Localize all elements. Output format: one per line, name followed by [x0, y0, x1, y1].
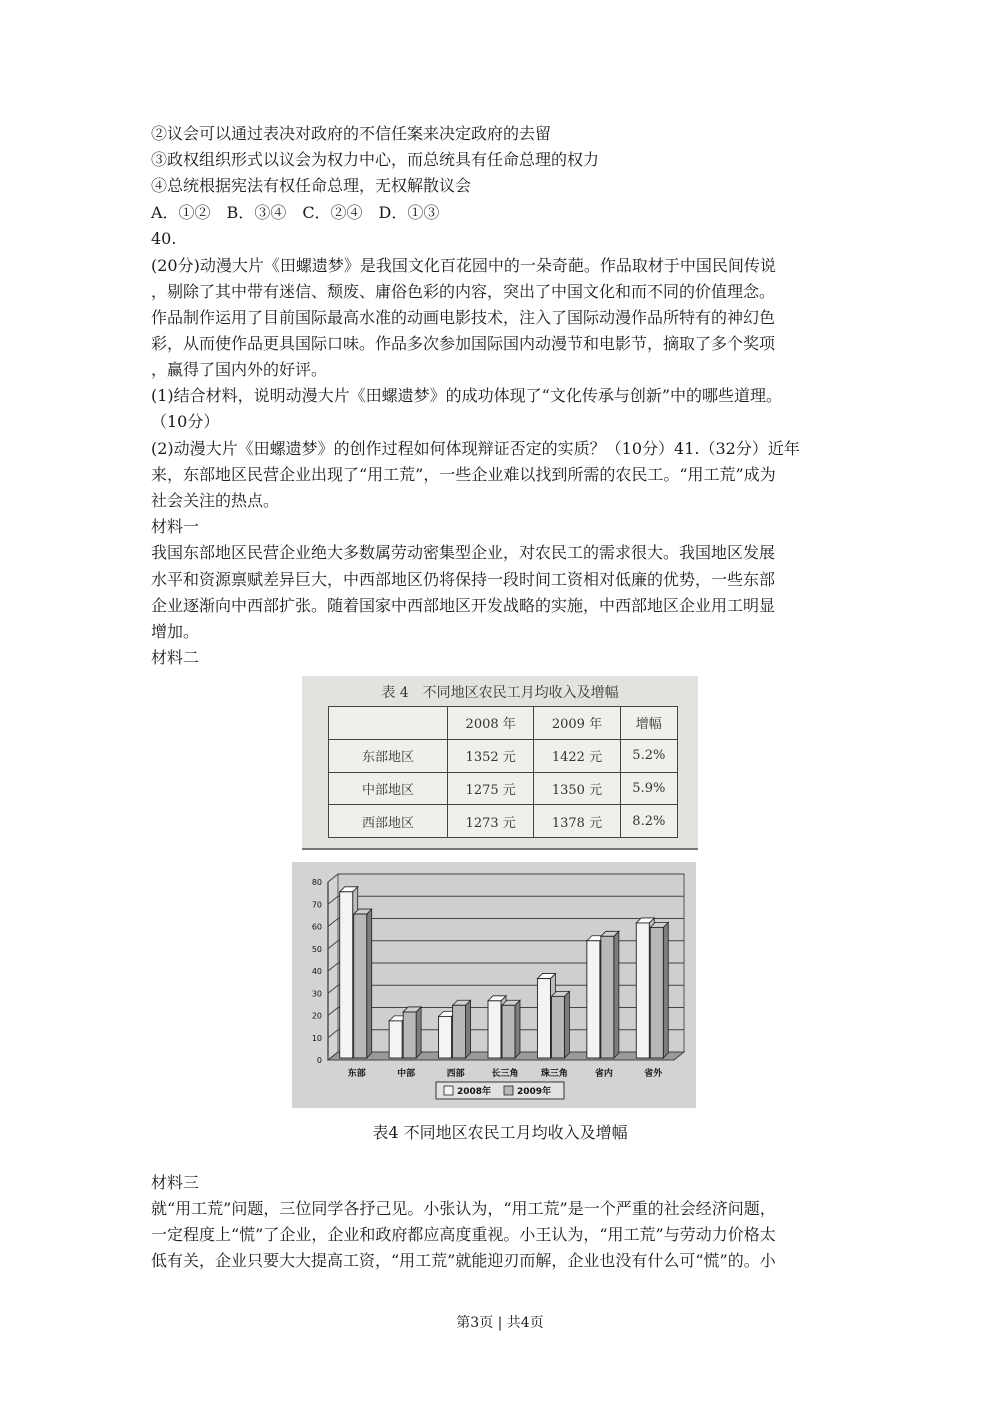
table-cell: 东部地区 [329, 739, 448, 772]
table-cell: 1378 元 [534, 805, 620, 838]
bar-side [466, 1000, 471, 1058]
paragraph-line: 作品制作运用了目前国际最高水准的动画电影技术，注入了国际动漫作品所特有的神幻色 [151, 308, 776, 327]
y-tick-label: 20 [311, 1011, 322, 1021]
gridline-side [328, 985, 338, 993]
page-footer: 第3页 | 共4页 [456, 1315, 544, 1331]
bar-side [515, 1000, 520, 1058]
bar-2009年 [453, 1005, 466, 1058]
paragraph-line: 彩，从而使作品更具国际口味。作品多次参加国际国内动漫节和电影节，摘取了多个奖项 [151, 334, 776, 353]
figure-caption: 表4 不同地区农民工月均收入及增幅 [372, 1123, 628, 1142]
table-title: 表 4 不同地区农民工月均收入及增幅 [381, 685, 619, 701]
gridline-side [328, 1030, 338, 1038]
gridline-side [328, 896, 338, 904]
table-cell: 1422 元 [534, 739, 620, 772]
table-cell: 1350 元 [534, 772, 620, 805]
y-tick-label: 50 [311, 944, 322, 954]
sub-question-2: (2)动漫大片《田螺遗梦》的创作过程如何体现辩证否定的实质？（10分）41.（32分）近年 [151, 439, 800, 458]
paragraph-line: 社会关注的热点。 [151, 491, 280, 510]
legend-label: 2008年 [457, 1087, 492, 1097]
legend-swatch [444, 1086, 453, 1095]
table-cell: 1273 元 [448, 805, 534, 838]
bar-2009年 [354, 914, 367, 1058]
bar-2008年 [636, 923, 649, 1058]
y-tick-label: 70 [311, 900, 322, 910]
paragraph-line: ，赢得了国内外的好评。 [151, 360, 328, 379]
table-cell: 西部地区 [329, 805, 448, 838]
bar-2008年 [587, 941, 600, 1058]
income-bar-chart-image [292, 862, 696, 1108]
material-2-heading: 材料二 [151, 648, 200, 667]
bar-2008年 [389, 1021, 402, 1058]
sub-question-1: (1)结合材料，说明动漫大片《田螺遗梦》的成功体现了“文化传承与创新”中的哪些道理。 [151, 386, 783, 405]
material-1-heading: 材料一 [151, 517, 200, 536]
x-tick-label: 中部 [397, 1069, 416, 1079]
table-row [329, 772, 678, 805]
income-bar-chart [292, 862, 696, 1108]
income-table-image [302, 676, 698, 850]
bar-2008年 [439, 1016, 452, 1058]
table-cell: 8.2% [620, 805, 677, 838]
bar-2009年 [601, 936, 614, 1058]
paragraph-line: (20分)动漫大片《田螺遗梦》是我国文化百花园中的一朵奇葩。作品取材于中国民间传说 [151, 256, 776, 275]
legend-label: 2009年 [517, 1087, 552, 1097]
gridline-side [328, 941, 338, 949]
gridline-side [328, 1008, 338, 1016]
table-row [329, 739, 678, 772]
question-number: 40. [151, 229, 177, 248]
bar-side [614, 931, 619, 1058]
table-header-cell: 增幅 [620, 707, 677, 740]
bar-2009年 [551, 996, 564, 1058]
x-tick-label: 长三角 [491, 1069, 519, 1079]
table-header-row [329, 707, 678, 740]
y-tick-label: 0 [316, 1056, 322, 1065]
bar-side [416, 1007, 421, 1058]
material-3-heading: 材料三 [151, 1173, 200, 1192]
table-header-cell: 2008 年 [448, 707, 534, 740]
table-header-cell: 2009 年 [534, 707, 620, 740]
table-row [329, 805, 678, 838]
y-tick-label: 40 [311, 967, 322, 976]
y-tick-label: 80 [311, 878, 322, 887]
option-3: ③政权组织形式以议会为权力中心，而总统具有任命总理的权力 [151, 150, 600, 169]
paragraph-line: 水平和资源禀赋差异巨大，中西部地区仍将保持一段时间工资相对低廉的优势，一些东部 [151, 570, 776, 589]
bar-2009年 [403, 1012, 416, 1058]
score-note: （10分） [151, 412, 220, 431]
table-cell: 5.9% [620, 772, 677, 805]
x-tick-label: 西部 [446, 1069, 465, 1079]
income-table [328, 706, 678, 838]
bar-2009年 [650, 927, 663, 1058]
paragraph-line: ，剔除了其中带有迷信、颓废、庸俗色彩的内容，突出了中国文化和而不同的价值理念。 [151, 282, 776, 301]
gridline-side [328, 874, 338, 882]
x-tick-label: 珠三角 [540, 1069, 568, 1079]
answer-choices: A．①② B．③④ C．②④ D．①③ [151, 203, 440, 222]
paragraph-line: 就“用工荒”问题，三位同学各抒己见。小张认为，“用工荒”是一个严重的社会经济问题， [151, 1199, 776, 1218]
table-cell: 中部地区 [329, 772, 448, 805]
bar-side [367, 909, 372, 1058]
y-tick-label: 60 [311, 922, 322, 932]
bar-2008年 [340, 892, 353, 1058]
bar-side [564, 991, 569, 1058]
legend-swatch [504, 1086, 513, 1095]
table-cell: 1352 元 [448, 739, 534, 772]
table-cell: 1275 元 [448, 772, 534, 805]
bar-2008年 [488, 1001, 501, 1058]
bar-2008年 [537, 979, 550, 1058]
paragraph-line: 一定程度上“慌”了企业，企业和政府都应高度重视。小王认为，“用工荒”与劳动力价格太 [151, 1225, 776, 1244]
paragraph-line: 来，东部地区民营企业出现了“用工荒”，一些企业难以找到所需的农民工。“用工荒”成为 [151, 465, 776, 484]
option-2: ②议会可以通过表决对政府的不信任案来决定政府的去留 [151, 124, 552, 143]
y-tick-label: 10 [311, 1033, 322, 1043]
paragraph-line: 我国东部地区民营企业绝大多数属劳动密集型企业，对农民工的需求很大。我国地区发展 [151, 543, 776, 562]
option-4: ④总统根据宪法有权任命总理，无权解散议会 [151, 176, 472, 195]
table-header-cell [329, 707, 448, 740]
paragraph-line: 企业逐渐向中西部扩张。随着国家中西部地区开发战略的实施，中西部地区企业用工明显 [151, 596, 776, 615]
paragraph-line: 低有关，企业只要大大提高工资，“用工荒”就能迎刃而解，企业也没有什么可“慌”的。小 [151, 1251, 776, 1270]
table-cell: 5.2% [620, 739, 677, 772]
paragraph-line: 增加。 [151, 622, 200, 641]
bar-side [663, 922, 668, 1058]
gridline-side [328, 963, 338, 971]
x-tick-label: 省内 [594, 1069, 613, 1079]
y-tick-label: 30 [311, 989, 322, 999]
x-tick-label: 东部 [347, 1069, 366, 1079]
gridline-side [328, 919, 338, 927]
bar-2009年 [502, 1005, 515, 1058]
x-tick-label: 省外 [644, 1069, 663, 1079]
